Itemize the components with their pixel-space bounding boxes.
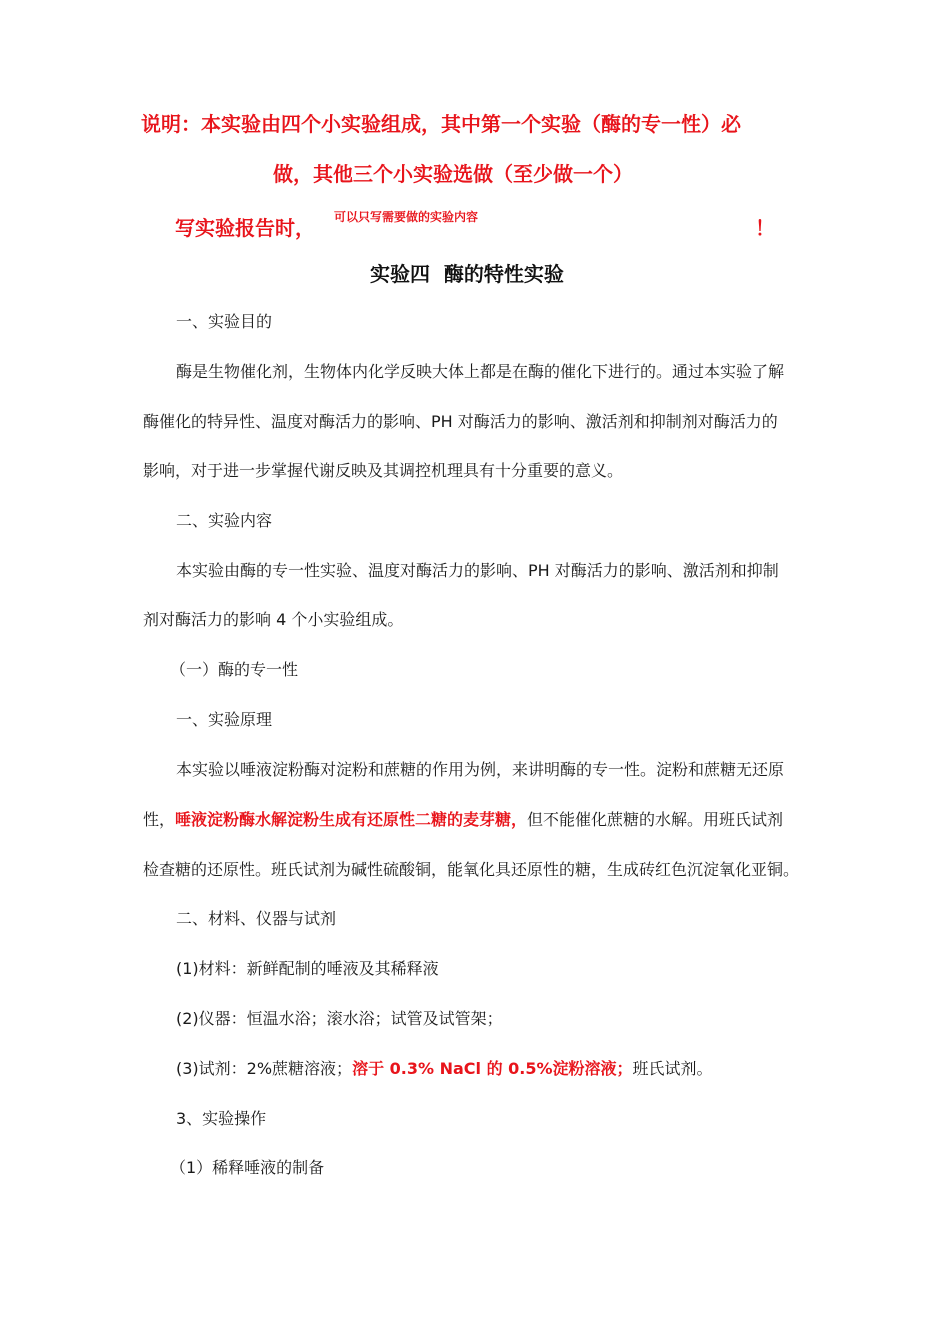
purpose-paragraph-line-3: 影响，对于进一步掌握代谢反映及其调控机理具有十分重要的意义。	[143, 461, 624, 480]
principle-line-2-end: 但不能催化蔗糖的水解。用班氏试剂	[527, 810, 784, 829]
content-paragraph-line-2: 剂对酶活力的影响 4 个小实验组成。	[143, 610, 404, 629]
materials-item-3	[176, 1061, 713, 1077]
notice-line-3	[175, 208, 775, 240]
principle-paragraph-line-2	[143, 812, 783, 828]
materials-item-2: (2)仪器：恒温水浴；滚水浴；试管及试管架；	[176, 1009, 503, 1028]
page-title: 实验四 酶的特性实验	[370, 262, 564, 286]
principle-heading: 一、实验原理	[176, 710, 273, 729]
notice-line-3-prefix: 写实验报告时，	[175, 216, 315, 240]
materials-item-1: (1)材料：新鲜配制的唾液及其稀释液	[176, 959, 439, 978]
notice-line-3-end: ！	[755, 216, 775, 240]
purpose-paragraph-line-1: 酶是生物催化剂，生物体内化学反映大体上都是在酶的催化下进行的。通过本实验了解	[176, 362, 785, 381]
notice-line-3-small: 可以只写需要做的实验内容	[334, 210, 479, 224]
notice-line-2: 做，其他三个小实验选做（至少做一个）	[273, 162, 633, 186]
reagent-sucrose: (3)试剂：2%蔗糖溶液；	[176, 1059, 353, 1078]
principle-highlight: 唾液淀粉酶水解淀粉生成有还原性二糖的麦芽糖，	[175, 810, 528, 829]
principle-line-2-start: 性，	[143, 810, 176, 829]
reagent-benedict: 班氏试剂。	[632, 1059, 713, 1078]
operation-heading: 3、实验操作	[176, 1109, 267, 1128]
purpose-heading: 一、实验目的	[176, 312, 273, 331]
operation-step-1: （1）稀释唾液的制备	[170, 1158, 325, 1177]
purpose-paragraph-line-2: 酶催化的特异性、温度对酶活力的影响、PH 对酶活力的影响、激活剂和抑制剂对酶活力的	[143, 412, 778, 431]
reagent-starch-highlight: 溶于 0.3% NaCl 的 0.5%淀粉溶液；	[352, 1059, 633, 1078]
principle-paragraph-line-3: 检查糖的还原性。班氏试剂为碱性硫酸铜，能氧化具还原性的糖，生成砖红色沉淀氧化亚铜。	[143, 860, 800, 879]
content-paragraph-line-1: 本实验由酶的专一性实验、温度对酶活力的影响、PH 对酶活力的影响、激活剂和抑制	[176, 561, 779, 580]
materials-heading: 二、材料、仪器与试剂	[176, 909, 337, 928]
principle-paragraph-line-1: 本实验以唾液淀粉酶对淀粉和蔗糖的作用为例，来讲明酶的专一性。淀粉和蔗糖无还原	[176, 760, 785, 779]
content-heading: 二、实验内容	[176, 511, 273, 530]
subsection-heading-specificity: （一）酶的专一性	[170, 660, 299, 679]
notice-line-1: 说明：本实验由四个小实验组成，其中第一个实验（酶的专一性）必	[141, 112, 741, 136]
